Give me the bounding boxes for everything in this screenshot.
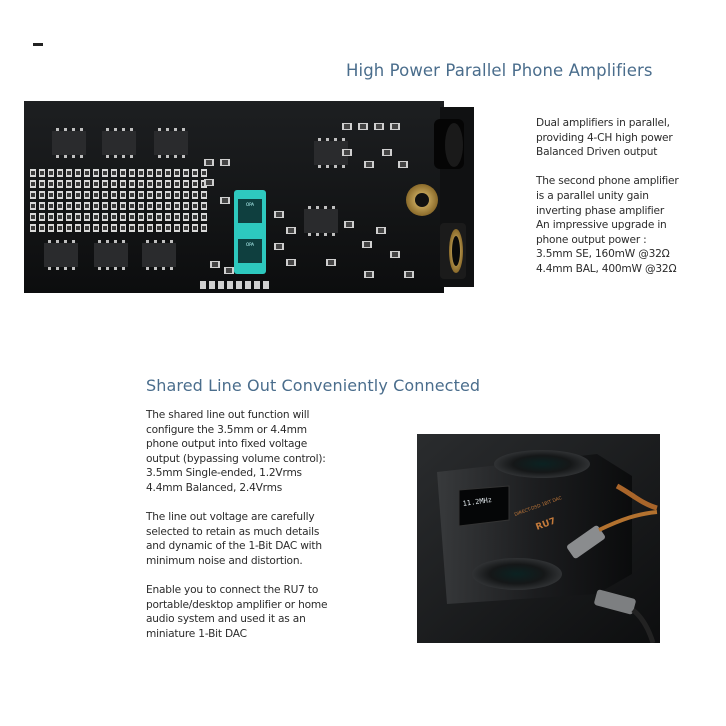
pcb-smd-body: [94, 215, 98, 219]
pcb-smd-body: [121, 226, 125, 230]
pcb-passive-body: [206, 180, 212, 185]
pcb-smd-body: [184, 204, 188, 208]
pcb-ic-pin: [106, 128, 109, 131]
pcb-ic-pin: [72, 155, 75, 158]
pcb-smd-body: [40, 182, 44, 186]
section1-description: [536, 116, 711, 277]
pcb-passive-body: [328, 260, 334, 265]
brand-text: DIRECT-DSD 1BIT DAC: [513, 496, 563, 518]
pcb-smd-body: [31, 204, 35, 208]
section-title-parallel-amplifiers: High Power Parallel Phone Amplifiers: [346, 61, 653, 80]
pcb-ic-pin: [162, 240, 165, 243]
pcb-smd-body: [94, 204, 98, 208]
pcb-ic-pin: [114, 155, 117, 158]
pcb-ic-pin: [324, 233, 327, 236]
pcb-ic-pin: [182, 155, 185, 158]
pcb-smd-body: [139, 215, 143, 219]
pcb-ic-pin: [166, 155, 169, 158]
pcb-ic-pin: [146, 240, 149, 243]
pcb-smd-body: [85, 182, 89, 186]
pcb-smd-body: [67, 171, 71, 175]
pcb-ic-pin: [122, 155, 125, 158]
pcb-smd-body: [175, 193, 179, 197]
pcb-ic-pin: [80, 155, 83, 158]
pcb-ic-pin: [154, 240, 157, 243]
pcb-ic-pin: [98, 267, 101, 270]
pcb-smd-body: [157, 215, 161, 219]
pcb-ic-pin: [130, 128, 133, 131]
pcb-smd-body: [202, 226, 206, 230]
pcb-smd-body: [49, 204, 53, 208]
pcb-passive-body: [288, 228, 294, 233]
pcb-passive-body: [400, 162, 406, 167]
pcb-smd-body: [166, 215, 170, 219]
pcb-smd-body: [40, 226, 44, 230]
pcb-ic-pin: [158, 128, 161, 131]
pcb-smd-body: [193, 204, 197, 208]
pcb-smd-body: [166, 193, 170, 197]
pcb-ic-chip: [142, 243, 176, 267]
pcb-smd-body: [184, 182, 188, 186]
pcb-smd-body: [139, 193, 143, 197]
section2-paragraph-3: Enable you to connect the RU7 to portable/desktop amplifier or home audio system and used it as an miniature 1-Bit DAC: [146, 584, 328, 640]
pcb-ic-pin: [318, 165, 321, 168]
pcb-passive-body: [288, 260, 294, 265]
pcb-passive-body: [206, 160, 212, 165]
pcb-ic-chip: [44, 243, 78, 267]
pcb-smd-body: [148, 171, 152, 175]
pcb-smd-body: [67, 182, 71, 186]
pcb-ic-pin: [56, 267, 59, 270]
pcb-smd-component: [227, 281, 233, 289]
oled-screen: [459, 486, 509, 526]
pcb-ic-pin: [56, 128, 59, 131]
pcb-ic-pin: [166, 128, 169, 131]
pcb-smd-body: [31, 182, 35, 186]
pcb-ic-pin: [326, 165, 329, 168]
pcb-passive-body: [366, 162, 372, 167]
pcb-ic-pin: [308, 206, 311, 209]
pcb-ic-pin: [56, 155, 59, 158]
pcb-ic-pin: [48, 267, 51, 270]
pcb-smd-body: [76, 204, 80, 208]
pcb-image: [24, 101, 474, 293]
pcb-smd-body: [148, 204, 152, 208]
lower-vent: [472, 558, 562, 590]
pcb-passive-body: [344, 124, 350, 129]
pcb-smd-body: [157, 204, 161, 208]
pcb-smd-body: [148, 182, 152, 186]
pcb-ic-pin: [324, 206, 327, 209]
pcb-ic-pin: [332, 206, 335, 209]
pcb-ic-pin: [48, 240, 51, 243]
pcb-ic-pin: [106, 240, 109, 243]
pcb-smd-body: [94, 171, 98, 175]
pcb-ic-chip: [102, 131, 136, 155]
pcb-smd-body: [49, 226, 53, 230]
pcb-smd-body: [76, 193, 80, 197]
pcb-smd-body: [112, 215, 116, 219]
pcb-smd-body: [139, 204, 143, 208]
pcb-smd-body: [49, 182, 53, 186]
pcb-smd-body: [58, 226, 62, 230]
pcb-smd-body: [175, 171, 179, 175]
pcb-smd-body: [85, 215, 89, 219]
section1-paragraph-2: The second phone amplifier is a parallel unity gain inverting phase amplifier An impressive upgrade in phone output power : 3.5mm SE, 160mW @32Ω 4.4mm BAL, 400mW @32Ω: [536, 175, 679, 275]
headphone-jack-3-5: [440, 223, 466, 279]
pcb-passive-body: [392, 124, 398, 129]
pcb-smd-body: [58, 182, 62, 186]
pcb-passive-body: [366, 272, 372, 277]
model-logo: RU7: [534, 516, 558, 533]
section2-paragraph-2: The line out voltage are carefully selected to retain as much details and dynamic of the 1-Bit DAC with minimum noise and distortion.: [146, 511, 322, 567]
pcb-smd-body: [49, 171, 53, 175]
pcb-smd-body: [40, 171, 44, 175]
pcb-smd-body: [40, 204, 44, 208]
pcb-passive-body: [276, 212, 282, 217]
pcb-smd-body: [103, 204, 107, 208]
pcb-smd-body: [67, 226, 71, 230]
pcb-smd-body: [76, 171, 80, 175]
section2-description: [146, 408, 356, 642]
pcb-smd-body: [112, 193, 116, 197]
pcb-passive-body: [406, 272, 412, 277]
pcb-smd-body: [121, 204, 125, 208]
pcb-smd-component: [263, 281, 269, 289]
pcb-smd-body: [139, 182, 143, 186]
pcb-ic-pin: [334, 138, 337, 141]
pcb-smd-body: [157, 226, 161, 230]
pcb-ic-pin: [170, 240, 173, 243]
pcb-smd-body: [193, 171, 197, 175]
pcb-smd-body: [175, 226, 179, 230]
pcb-smd-body: [202, 215, 206, 219]
pcb-smd-body: [130, 182, 134, 186]
pcb-ic-pin: [64, 128, 67, 131]
pcb-smd-body: [31, 226, 35, 230]
pcb-smd-body: [31, 171, 35, 175]
pcb-smd-body: [85, 204, 89, 208]
pcb-ic-pin: [174, 128, 177, 131]
pcb-ic-pin: [64, 240, 67, 243]
pcb-smd-body: [184, 215, 188, 219]
pcb-smd-body: [157, 171, 161, 175]
svg-text:OPA: OPA: [245, 202, 255, 207]
screen-reading: 11.2MHz: [462, 495, 493, 508]
pcb-smd-body: [76, 226, 80, 230]
pcb-smd-body: [112, 182, 116, 186]
pcb-ic-pin: [316, 206, 319, 209]
pcb-smd-body: [139, 226, 143, 230]
pcb-smd-body: [103, 182, 107, 186]
pcb-smd-body: [49, 193, 53, 197]
pcb-smd-body: [58, 193, 62, 197]
pcb-ic-pin: [72, 267, 75, 270]
pcb-smd-body: [121, 193, 125, 197]
pcb-smd-component: [200, 281, 206, 289]
pcb-smd-body: [94, 193, 98, 197]
pcb-smd-body: [166, 226, 170, 230]
pcb-smd-body: [40, 193, 44, 197]
pcb-smd-body: [184, 171, 188, 175]
pcb-ic-pin: [122, 267, 125, 270]
pcb-smd-body: [166, 182, 170, 186]
pcb-smd-body: [184, 226, 188, 230]
pcb-smd-component: [254, 281, 260, 289]
pcb-ic-pin: [332, 233, 335, 236]
pcb-smd-body: [193, 193, 197, 197]
pcb-ic-pin: [98, 240, 101, 243]
pcb-smd-body: [130, 215, 134, 219]
gold-ring-connector: [406, 184, 438, 216]
pcb-ic-pin: [114, 128, 117, 131]
pcb-ic-pin: [158, 155, 161, 158]
headphone-jack-4-4: [434, 119, 464, 169]
pcb-smd-component: [236, 281, 242, 289]
pcb-ic-pin: [318, 138, 321, 141]
pcb-ic-pin: [122, 128, 125, 131]
pcb-smd-body: [49, 215, 53, 219]
pcb-smd-body: [175, 204, 179, 208]
pcb-ic-pin: [342, 138, 345, 141]
pcb-smd-body: [85, 193, 89, 197]
pcb-passive-body: [222, 198, 228, 203]
pcb-ic-pin: [106, 155, 109, 158]
pcb-smd-body: [175, 182, 179, 186]
pcb-smd-body: [112, 204, 116, 208]
pcb-ic-chip: [304, 209, 338, 233]
pcb-smd-body: [103, 193, 107, 197]
pcb-smd-body: [103, 215, 107, 219]
page-corner-dash: [33, 43, 43, 46]
pcb-smd-body: [202, 193, 206, 197]
pcb-smd-component: [218, 281, 224, 289]
pcb-smd-body: [202, 171, 206, 175]
pcb-smd-body: [58, 204, 62, 208]
ru7-device-photo: [417, 434, 660, 643]
pcb-smd-body: [148, 193, 152, 197]
pcb-passive-body: [360, 124, 366, 129]
pcb-ic-pin: [106, 267, 109, 270]
pcb-smd-body: [193, 182, 197, 186]
pcb-smd-body: [148, 215, 152, 219]
pcb-smd-body: [157, 193, 161, 197]
section2-paragraph-1: The shared line out function will configure the 3.5mm or 4.4mm phone output into fixed voltage output (bypassing volume control): 3.5mm Single-ended, 1.2Vrms 4.4mm Balanced, 2.4Vrms: [146, 409, 326, 494]
pcb-smd-component: [245, 281, 251, 289]
pcb-smd-body: [121, 215, 125, 219]
pcb-smd-body: [193, 226, 197, 230]
pcb-smd-body: [76, 215, 80, 219]
pcb-passive-body: [376, 124, 382, 129]
pcb-smd-component: [209, 281, 215, 289]
pcb-ic-chip: [94, 243, 128, 267]
pcb-passive-body: [222, 160, 228, 165]
pcb-smd-body: [58, 171, 62, 175]
section1-paragraph-1: Dual amplifiers in parallel, providing 4-CH high power Balanced Driven output: [536, 117, 673, 159]
pcb-smd-body: [85, 226, 89, 230]
pcb-passive-body: [384, 150, 390, 155]
pcb-passive-body: [346, 222, 352, 227]
pcb-smd-body: [166, 204, 170, 208]
pcb-smd-body: [94, 182, 98, 186]
pcb-smd-body: [76, 182, 80, 186]
pcb-smd-body: [103, 226, 107, 230]
svg-text:OPA: OPA: [245, 242, 255, 247]
pcb-smd-body: [130, 204, 134, 208]
pcb-smd-body: [148, 226, 152, 230]
pcb-ic-pin: [326, 138, 329, 141]
pcb-smd-body: [112, 226, 116, 230]
pcb-smd-body: [202, 204, 206, 208]
pcb-smd-body: [166, 171, 170, 175]
pcb-ic-pin: [170, 267, 173, 270]
pcb-smd-body: [130, 171, 134, 175]
pcb-smd-body: [94, 226, 98, 230]
pcb-smd-body: [157, 182, 161, 186]
pcb-smd-body: [67, 204, 71, 208]
pcb-ic-pin: [114, 267, 117, 270]
pcb-ic-pin: [316, 233, 319, 236]
top-vent: [494, 450, 590, 478]
pcb-ic-pin: [64, 267, 67, 270]
pcb-smd-body: [67, 215, 71, 219]
highlighted-amplifier-chips: [234, 190, 266, 274]
pcb-smd-body: [40, 215, 44, 219]
pcb-smd-body: [130, 193, 134, 197]
pcb-ic-pin: [154, 267, 157, 270]
pcb-smd-body: [130, 226, 134, 230]
pcb-ic-pin: [64, 155, 67, 158]
pcb-ic-pin: [72, 128, 75, 131]
pcb-smd-body: [121, 171, 125, 175]
pcb-smd-body: [31, 193, 35, 197]
pcb-ic-pin: [308, 233, 311, 236]
pcb-smd-body: [193, 215, 197, 219]
pcb-smd-body: [85, 171, 89, 175]
pcb-smd-body: [121, 182, 125, 186]
section-title-shared-line-out: Shared Line Out Conveniently Connected: [146, 376, 481, 395]
pcb-ic-pin: [122, 240, 125, 243]
pcb-ic-pin: [182, 128, 185, 131]
pcb-passive-body: [276, 244, 282, 249]
pcb-ic-chip: [154, 131, 188, 155]
pcb-ic-pin: [80, 128, 83, 131]
pcb-ic-pin: [130, 155, 133, 158]
pcb-passive-body: [344, 150, 350, 155]
pcb-ic-pin: [342, 165, 345, 168]
pcb-passive-body: [378, 228, 384, 233]
pcb-smd-body: [58, 215, 62, 219]
pcb-passive-body: [226, 268, 232, 273]
pcb-smd-body: [184, 193, 188, 197]
pcb-ic-pin: [56, 240, 59, 243]
pcb-ic-pin: [334, 165, 337, 168]
pcb-passive-body: [392, 252, 398, 257]
pcb-smd-body: [31, 215, 35, 219]
pcb-passive-body: [364, 242, 370, 247]
pcb-smd-body: [103, 171, 107, 175]
pcb-ic-pin: [146, 267, 149, 270]
pcb-passive-body: [212, 262, 218, 267]
pcb-ic-pin: [174, 155, 177, 158]
pcb-ic-pin: [162, 267, 165, 270]
pcb-ic-chip: [52, 131, 86, 155]
pcb-smd-body: [139, 171, 143, 175]
pcb-smd-body: [112, 171, 116, 175]
pcb-smd-body: [67, 193, 71, 197]
pcb-ic-pin: [72, 240, 75, 243]
pcb-smd-body: [175, 215, 179, 219]
pcb-ic-pin: [114, 240, 117, 243]
